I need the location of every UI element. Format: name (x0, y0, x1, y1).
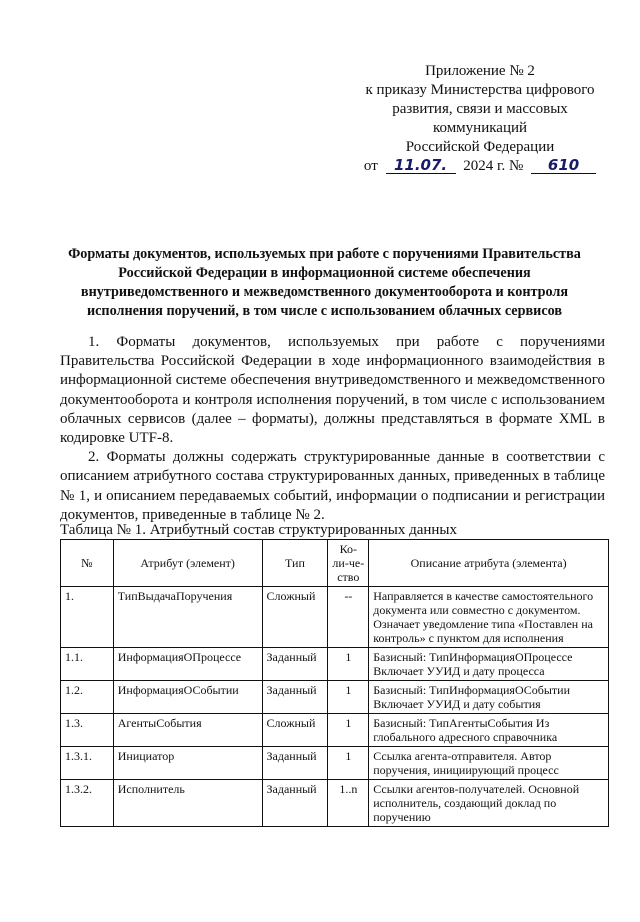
cell-type: Заданный (262, 780, 328, 827)
cell-number: 1.3.1. (61, 747, 114, 780)
cell-type: Заданный (262, 648, 328, 681)
cell-type: Сложный (262, 587, 328, 648)
cell-number: 1. (61, 587, 114, 648)
attributes-table (60, 539, 609, 827)
appendix-date-line (345, 157, 615, 176)
cell-quantity: -- (328, 587, 369, 648)
cell-quantity: 1 (328, 648, 369, 681)
appendix-block (345, 62, 615, 176)
cell-number: 1.3.2. (61, 780, 114, 827)
table-caption: Таблица № 1. Атрибутный состав структурированных данных (60, 522, 458, 538)
header-type: Тип (262, 540, 328, 587)
date-prefix: от (363, 158, 378, 174)
cell-attribute: ИнформацияОСобытии (113, 681, 262, 714)
appendix-ministry: развития, связи и массовых коммуникаций (392, 101, 568, 136)
cell-number: 1.1. (61, 648, 114, 681)
cell-attribute: Инициатор (113, 747, 262, 780)
body-text (60, 333, 605, 525)
paragraph-1: 1. Форматы документов, используемых при работе с поручениями Правительства Российской Федерации в ходе информационного взаимодействия в информационной системе обеспечения внутриведомственного и межведомственного документооборота и контроля исполнения поручений, в том числе с использованием облачных сервисов (далее – форматы), должны представляться в формате XML в кодировке UTF-8. (60, 334, 605, 447)
header-quantity: Ко-ли-че-ство (328, 540, 369, 587)
cell-quantity: 1..n (328, 780, 369, 827)
cell-attribute: АгентыСобытия (113, 714, 262, 747)
table-row (61, 681, 609, 714)
handwritten-date: 11.07. (386, 158, 456, 174)
cell-attribute: ИнформацияОПроцессе (113, 648, 262, 681)
cell-description: Базисный: ТипАгентыСобытия Из глобального адресного справочника (369, 714, 609, 747)
header-description: Описание атрибута (элемента) (369, 540, 609, 587)
cell-description: Базисный: ТипИнформацияОПроцессе Включает УУИД и дату процесса (369, 648, 609, 681)
table-header-row (61, 540, 609, 587)
appendix-number: Приложение № 2 (425, 63, 535, 79)
cell-attribute: Исполнитель (113, 780, 262, 827)
cell-description: Ссылка агента-отправителя. Автор поручения, инициирующий процесс (369, 747, 609, 780)
cell-number: 1.3. (61, 714, 114, 747)
cell-quantity: 1 (328, 681, 369, 714)
cell-description: Ссылки агентов-получателей. Основной исполнитель, создающий доклад по поручению (369, 780, 609, 827)
cell-description: Базисный: ТипИнформацияОСобытии Включает УУИД и дату события (369, 681, 609, 714)
document-title: Форматы документов, используемых при работе с поручениями Правительства Российской Федерации в информационной системе обеспечения внутриведомственного и межведомственного документооборота и контроля исполнения поручений, в том числе с использованием облачных сервисов (68, 246, 581, 319)
table-row (61, 587, 609, 648)
table-row (61, 780, 609, 827)
appendix-order-ref: к приказу Министерства цифрового (365, 82, 595, 98)
paragraph-2: 2. Форматы должны содержать структурированные данные в соответствии с описанием атрибутного состава структурированных данных, приведенных в таблице № 1, и описанием передаваемых событий, информации о подписании и регистрации документов, приведенные в таблице № 2. (60, 449, 605, 523)
cell-attribute: ТипВыдачаПоручения (113, 587, 262, 648)
cell-number: 1.2. (61, 681, 114, 714)
header-attribute: Атрибут (элемент) (113, 540, 262, 587)
table-row (61, 648, 609, 681)
handwritten-order-number: 610 (531, 158, 596, 174)
appendix-country: Российской Федерации (405, 139, 555, 155)
header-number: № (61, 540, 114, 587)
cell-type: Заданный (262, 681, 328, 714)
table-row (61, 747, 609, 780)
cell-quantity: 1 (328, 747, 369, 780)
cell-type: Сложный (262, 714, 328, 747)
table-row (61, 714, 609, 747)
cell-type: Заданный (262, 747, 328, 780)
cell-description: Направляется в качестве самостоятельного документа или совместно с документом. Означает уведомление типа «Поставлен на контроль» с пунктом для исполнения (369, 587, 609, 648)
cell-quantity: 1 (328, 714, 369, 747)
year-text: 2024 г. № (463, 158, 524, 174)
